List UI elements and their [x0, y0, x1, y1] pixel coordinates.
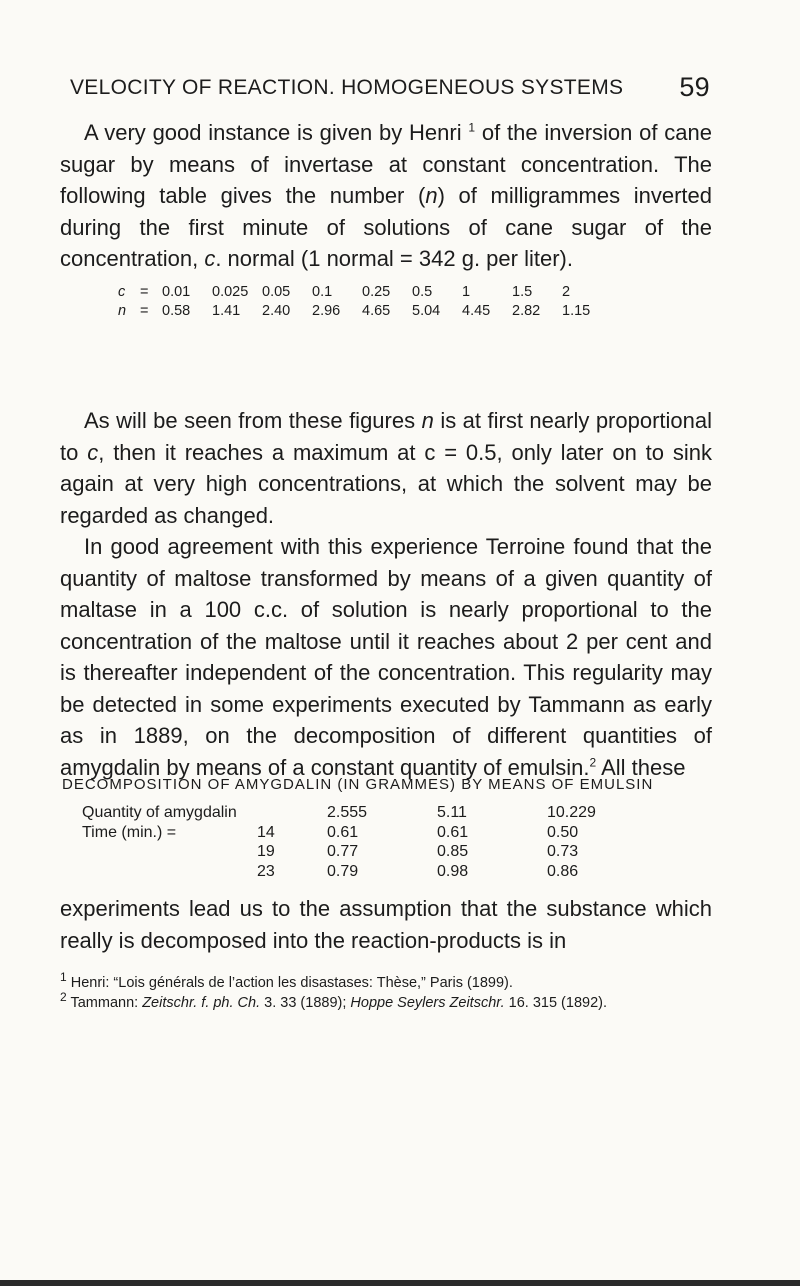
time-cell: 23 [257, 862, 275, 880]
paragraphs-analysis [60, 405, 712, 783]
value-cell: 0.73 [547, 843, 579, 860]
footnote-mark: 2 [60, 990, 67, 1005]
time-cell: 14 [257, 823, 275, 841]
value-cell: 0.86 [547, 862, 579, 880]
c-row [118, 283, 612, 302]
page-bottom-edge [0, 1280, 800, 1286]
quantity-value: 2.555 [327, 804, 368, 821]
c-symbol: c [87, 439, 99, 465]
c-equals: = [140, 284, 149, 300]
journal-title: Zeitschr. f. ph. Ch. [142, 995, 261, 1011]
value-cell: 0.98 [437, 862, 469, 880]
n-symbol: n [421, 408, 434, 433]
footnote-ref-1: 1 [468, 120, 476, 135]
paragraph-conclusion [60, 893, 712, 956]
c-symbol: c [204, 246, 216, 271]
footnotes [60, 970, 712, 1013]
time-cell: 19 [257, 843, 275, 860]
quantity-value: 5.11 [437, 804, 467, 821]
p2-text-a: As will be seen from these figures [84, 408, 422, 433]
c-value: 1 [462, 284, 471, 300]
c-value: 0.1 [312, 284, 333, 300]
value-cell: 0.61 [327, 823, 359, 841]
footnote-1 [60, 970, 712, 993]
p2-text-b: is at first nearly proportional to [60, 408, 713, 465]
n-equals: = [140, 303, 149, 319]
p1-text-b: of the inversion of cane sugar by means of invertase at constant concentration. The following table gives the number ( [60, 120, 712, 208]
journal-title: Hoppe Seylers Zeitschr. [350, 995, 505, 1011]
quantity-value: 10.229 [547, 804, 596, 821]
c-value: 0.05 [262, 284, 291, 300]
table-caption: DECOMPOSITION OF AMYGDALIN (IN GRAMMES) BY MEANS OF EMULSIN [62, 776, 654, 793]
n-symbol: n [425, 183, 438, 208]
n-label: n [118, 303, 127, 319]
footnote-mark: 1 [60, 970, 67, 985]
n-value: 2.40 [262, 303, 291, 319]
c-label: c [118, 284, 126, 300]
page-number: 59 [679, 72, 710, 102]
p1-text-d: . normal (1 normal = 342 g. per liter). [215, 246, 573, 271]
n-value: 4.45 [462, 303, 491, 319]
n-row [118, 302, 612, 321]
table-row [82, 862, 657, 882]
paragraph-maximum [60, 405, 712, 531]
table-header-row [82, 803, 657, 823]
p3-text-a: In good agreement with this experience Terroine found that the quantity of maltose transformed by means of a given quantity of maltase in a 100 c.c. of solution is nearly proportional to the concentration of the maltose until it reaches about 2 per cent and is thereafter independent of the concentration. This regularity may be detected in some experiments executed by Tammann as early as in 1889, on the decomposition of different quantities of amygdalin by means of a constant quantity of emulsin. [60, 534, 712, 780]
c-value: 0.5 [412, 284, 433, 300]
n-value: 1.41 [212, 303, 241, 319]
value-cell: 0.50 [547, 823, 579, 841]
n-value: 2.96 [312, 303, 341, 319]
footnote-ref-2: 2 [589, 755, 597, 770]
p2-text-c: , then it reaches a maximum at c = 0.5, only later on to sink again at very high concentrations, at which the solvent may be regarded as changed. [60, 439, 712, 528]
c-value: 2 [562, 284, 571, 300]
footnote-ref: 3. 33 (1889); [260, 995, 351, 1011]
c-value: 1.5 [512, 284, 533, 300]
time-label: Time (min.) = [82, 823, 177, 841]
n-value: 4.65 [362, 303, 391, 319]
p4-text: experiments lead us to the assumption that the substance which really is decomposed into the reaction-products is in [60, 896, 712, 953]
c-value: 0.25 [362, 284, 391, 300]
table-row [82, 842, 657, 862]
n-value: 5.04 [412, 303, 441, 319]
p3-text-b: All these [596, 754, 686, 780]
amygdalin-table [82, 803, 657, 881]
paragraph-henri [60, 117, 712, 275]
n-value: 1.15 [562, 303, 591, 319]
footnote-2 [60, 990, 712, 1013]
value-cell: 0.79 [327, 862, 359, 880]
value-cell: 0.61 [437, 823, 469, 841]
footnote-text: Henri: “Lois générals de l’action les disastases: Thèse,” Paris (1899). [70, 975, 513, 991]
p1-text-c: ) of milligrammes inverted during the first minute of solutions of cane sugar of the concentration, [60, 183, 712, 271]
table-row [82, 823, 657, 843]
running-title: VELOCITY OF REACTION. HOMOGENEOUS SYSTEMS [70, 76, 624, 99]
footnote-ref: 16. 315 (1892). [504, 995, 607, 1011]
c-value: 0.01 [162, 284, 191, 300]
running-header [70, 72, 710, 102]
quantity-label: Quantity of amygdalin [82, 804, 237, 821]
footnote-author: Tammann: [70, 995, 143, 1011]
value-cell: 0.85 [437, 843, 469, 860]
paragraph-terroine [60, 531, 712, 783]
c-value: 0.025 [212, 284, 249, 300]
p1-text-a: A very good instance is given by Henri [84, 120, 462, 145]
concentration-table [118, 283, 612, 321]
n-value: 0.58 [162, 303, 191, 319]
n-value: 2.82 [512, 303, 541, 319]
value-cell: 0.77 [327, 843, 359, 860]
